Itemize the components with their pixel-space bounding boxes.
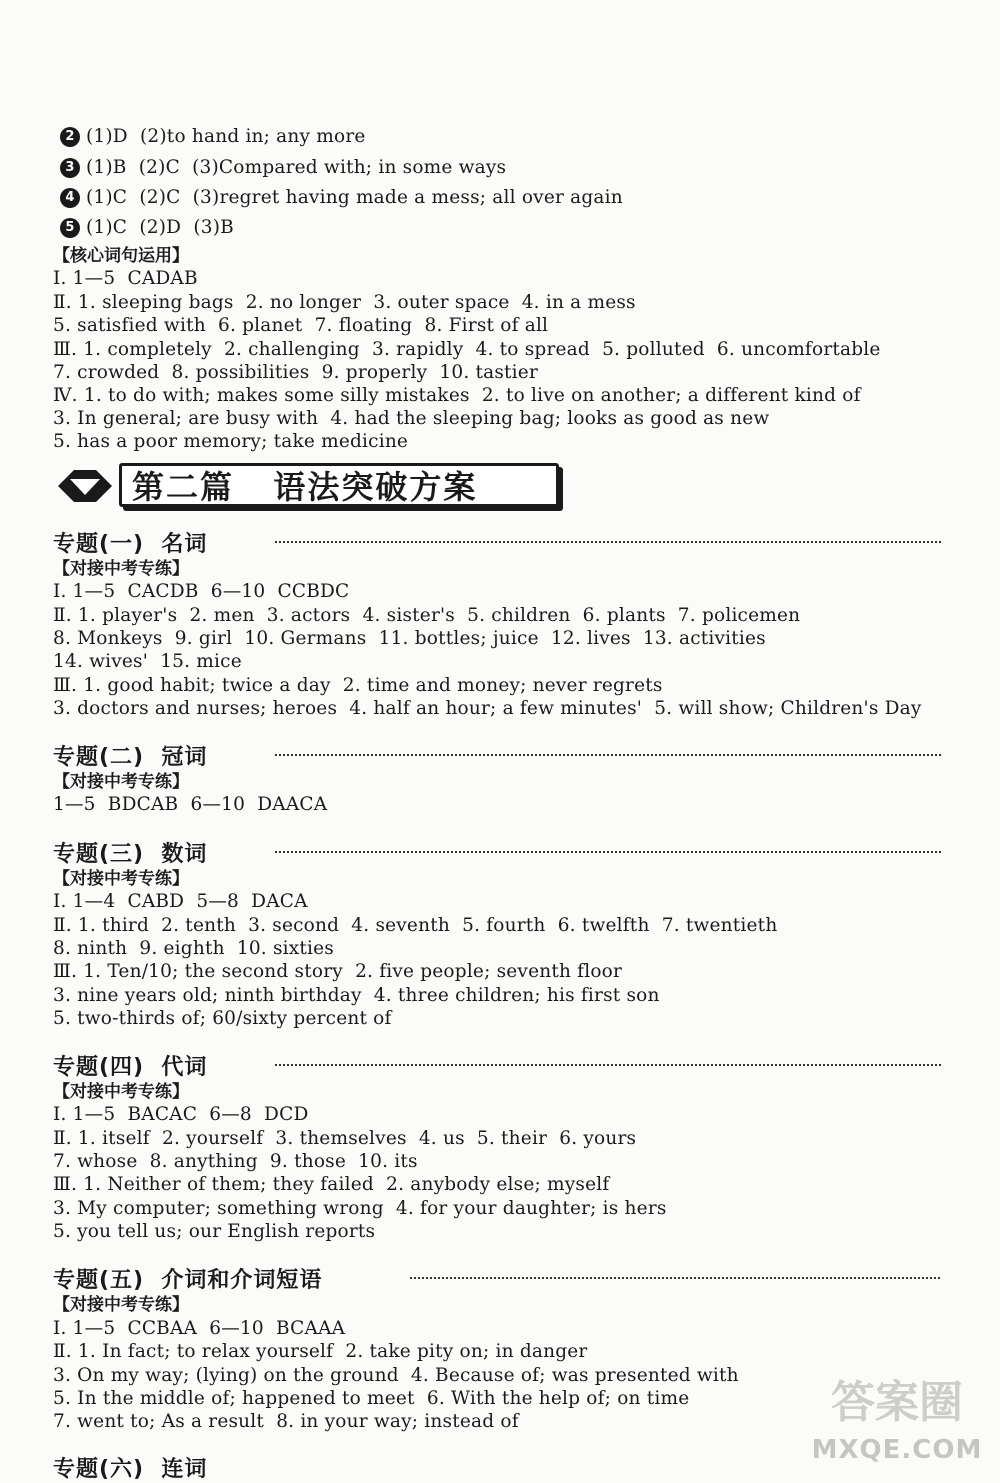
- answer-line: 7. crowded 8. possibilities 9. properly 10. tastier: [53, 362, 538, 383]
- section-label: 【对接中考专练】: [53, 772, 189, 792]
- dotted-rule: [410, 1277, 940, 1279]
- topic-heading: [53, 1050, 207, 1080]
- answer-line: 3. My computer; something wrong 4. for your daughter; is hers: [53, 1198, 667, 1219]
- topic-title: 专题(三) 数词: [53, 841, 208, 867]
- answer-line: 3. nine years old; ninth birthday 4. three children; his first son: [53, 985, 660, 1006]
- answer-line: Ⅱ. 1. player's 2. men 3. actors 4. sister's 5. children 6. plants 7. policemen: [53, 605, 801, 626]
- watermark-logo: [802, 1377, 992, 1465]
- answer-line: 5. satisfied with 6. planet 7. floating 8. First of all: [53, 315, 549, 336]
- answer-line: Ⅲ. 1. completely 2. challenging 3. rapidly 4. to spread 5. polluted 6. uncomfortable: [53, 339, 881, 360]
- answer-line: Ⅲ. 1. Ten/10; the second story 2. five people; seventh floor: [53, 961, 623, 982]
- answer-line: 3. On my way; (lying) on the ground 4. Because of; was presented with: [53, 1365, 739, 1386]
- topic-title: 专题(四) 代词: [53, 1054, 208, 1080]
- answer-line: 5. you tell us; our English reports: [53, 1221, 376, 1242]
- answer-line: Ⅰ. 1—5 CACDB 6—10 CCBDC: [53, 581, 350, 602]
- watermark-brand: 答案圈: [831, 1377, 963, 1428]
- answer-line: 8. Monkeys 9. girl 10. Germans 11. bottles; juice 12. lives 13. activities: [53, 628, 766, 649]
- topic-title: 专题(五) 介词和介词短语: [53, 1267, 323, 1293]
- answer-line: Ⅱ. 1. sleeping bags 2. no longer 3. outer space 4. in a mess: [53, 292, 636, 313]
- answer-line: Ⅰ. 1—5 CCBAA 6—10 BCAAA: [53, 1318, 346, 1339]
- circled-number: 5: [60, 218, 80, 238]
- topic-heading: [53, 837, 207, 867]
- topic-heading: [53, 740, 207, 770]
- answer-line: Ⅰ. 1—4 CABD 5—8 DACA: [53, 891, 308, 912]
- answer-text: (1)D (2)to hand in; any more: [86, 126, 366, 147]
- answer-text: (1)C (2)C (3)regret having made a mess; all over again: [86, 187, 623, 208]
- section-label: 【对接中考专练】: [53, 559, 189, 579]
- part-banner: [55, 461, 563, 511]
- answer-line: 3. In general; are busy with 4. had the sleeping bag; looks as good as new: [53, 408, 770, 429]
- answer-line-3: [60, 157, 506, 179]
- answer-line: Ⅰ. 1—5 CADAB: [53, 268, 198, 289]
- topic-heading: [53, 1452, 207, 1482]
- answer-line: 3. doctors and nurses; heroes 4. half an hour; a few minutes' 5. will show; Children's Day: [53, 698, 922, 719]
- answer-line: 5. In the middle of; happened to meet 6. With the help of; on time: [53, 1388, 690, 1409]
- circled-number: 4: [60, 188, 80, 208]
- answer-line: 5. has a poor memory; take medicine: [53, 431, 409, 452]
- down-arrow-icon: [55, 461, 115, 511]
- dotted-rule: [275, 851, 941, 853]
- answer-text: (1)C (2)D (3)B: [86, 217, 234, 238]
- section-label: 【对接中考专练】: [53, 869, 189, 889]
- answer-line: 7. whose 8. anything 9. those 10. its: [53, 1151, 418, 1172]
- answer-line: Ⅱ. 1. In fact; to relax yourself 2. take pity on; in danger: [53, 1341, 588, 1362]
- circled-number: 3: [60, 158, 80, 178]
- dotted-rule: [275, 541, 941, 543]
- topic-title: 专题(二) 冠词: [53, 744, 208, 770]
- answer-line: 5. two-thirds of; 60/sixty percent of: [53, 1008, 392, 1029]
- section-label: 【核心词句运用】: [53, 246, 189, 266]
- part-title: 第二篇 语法突破方案: [119, 463, 559, 507]
- answer-line: Ⅲ. 1. good habit; twice a day 2. time and money; never regrets: [53, 675, 663, 696]
- answer-text: (1)B (2)C (3)Compared with; in some ways: [86, 157, 507, 178]
- answer-line-4: [60, 187, 623, 209]
- answer-line: 1—5 BDCAB 6—10 DAACA: [53, 794, 328, 815]
- topic-heading: [53, 527, 207, 557]
- topic-heading: [53, 1263, 322, 1293]
- topic-title: 专题(一) 名词: [53, 531, 208, 557]
- dotted-rule: [275, 1064, 941, 1066]
- answer-line: Ⅰ. 1—5 BACAC 6—8 DCD: [53, 1104, 309, 1125]
- section-label: 【对接中考专练】: [53, 1082, 189, 1102]
- answer-line: 14. wives' 15. mice: [53, 651, 242, 672]
- dotted-rule: [275, 754, 941, 756]
- watermark-url: MXQE.COM: [811, 1435, 983, 1465]
- answer-line: 8. ninth 9. eighth 10. sixties: [53, 938, 334, 959]
- section-label: 【对接中考专练】: [53, 1295, 189, 1315]
- circled-number: 2: [60, 127, 80, 147]
- answer-line: Ⅱ. 1. itself 2. yourself 3. themselves 4. us 5. their 6. yours: [53, 1128, 637, 1149]
- answer-line: Ⅲ. 1. Neither of them; they failed 2. anybody else; myself: [53, 1174, 610, 1195]
- answer-line: Ⅳ. 1. to do with; makes some silly mistakes 2. to live on another; a different kind of: [53, 385, 861, 406]
- topic-title: 专题(六) 连词: [53, 1456, 208, 1482]
- answer-line-5: [60, 217, 234, 239]
- answer-line: Ⅱ. 1. third 2. tenth 3. second 4. seventh 5. fourth 6. twelfth 7. twentieth: [53, 915, 778, 936]
- answer-line-2: [60, 126, 366, 148]
- answer-line: 7. went to; As a result 8. in your way; instead of: [53, 1411, 519, 1432]
